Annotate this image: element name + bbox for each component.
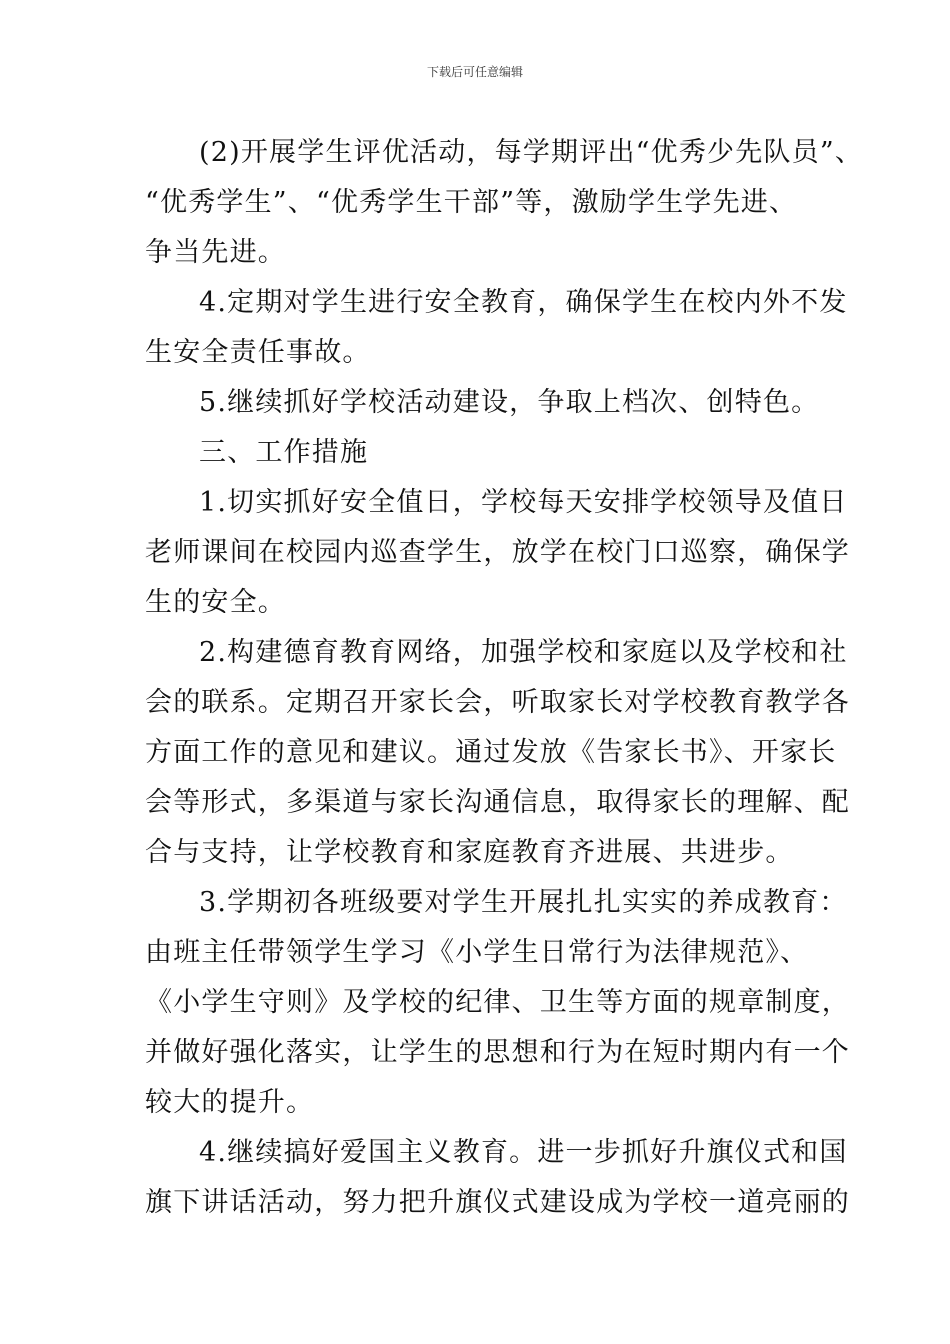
text-line: 生的安全。 [145, 587, 286, 618]
text-line: 会等形式，多渠道与家长沟通信息，取得家长的理解、配 [145, 787, 850, 818]
paragraph-habit-education [145, 878, 850, 1128]
text-line: 2.构建德育教育网络，加强学校和家庭以及学校和社 [199, 637, 848, 668]
text-line: 3.学期初各班级要对学生开展扎扎实实的养成教育： [199, 887, 848, 918]
paragraph-patriotic-education [145, 1128, 850, 1228]
text-line: 合与支持，让学校教育和家庭教育齐进展、共进步。 [145, 837, 794, 868]
section-heading: 三、工作措施 [199, 437, 369, 468]
text-line: 由班主任带领学生学习《小学生日常行为法律规范》、 [145, 937, 809, 968]
text-line: 并做好强化落实，让学生的思想和行为在短时期内有一个 [145, 1037, 850, 1068]
section-heading-work-measures [145, 428, 810, 478]
text-line: 生安全责任事故。 [145, 337, 371, 368]
paragraph-safety-education [145, 278, 848, 378]
paragraph-school-activities [145, 378, 820, 428]
text-line: “优秀学生”、“优秀学生干部”等，激励学生学先进、 [145, 187, 798, 218]
text-line: 较大的提升。 [145, 1087, 315, 1118]
text-line: 方面工作的意见和建议。通过发放《告家长书》、开家长 [145, 737, 837, 768]
text-line: 《小学生守则》及学校的纪律、卫生等方面的规章制度， [145, 987, 850, 1018]
paragraph-student-evaluation [145, 128, 864, 278]
text-line: 4.继续搞好爱国主义教育。进一步抓好升旗仪式和国 [199, 1137, 848, 1168]
page-header: 下载后可任意编辑 [426, 65, 523, 79]
document-body [145, 128, 864, 1228]
text-line: (2)开展学生评优活动，每学期评出“优秀少先队员”、 [199, 137, 864, 168]
text-line: 老师课间在校园内巡查学生，放学在校门口巡察，确保学 [145, 537, 850, 568]
text-line: 4.定期对学生进行安全教育，确保学生在校内外不发 [199, 287, 848, 318]
paragraph-safety-duty [145, 478, 850, 628]
paragraph-moral-education-network [145, 628, 850, 878]
text-line: 争当先进。 [145, 237, 286, 268]
text-line: 会的联系。定期召开家长会，听取家长对学校教育教学各 [145, 687, 850, 718]
text-line: 1.切实抓好安全值日，学校每天安排学校领导及值日 [199, 487, 848, 518]
text-line: 5.继续抓好学校活动建设，争取上档次、创特色。 [199, 387, 820, 418]
text-line: 旗下讲话活动，努力把升旗仪式建设成为学校一道亮丽的 [145, 1187, 850, 1218]
